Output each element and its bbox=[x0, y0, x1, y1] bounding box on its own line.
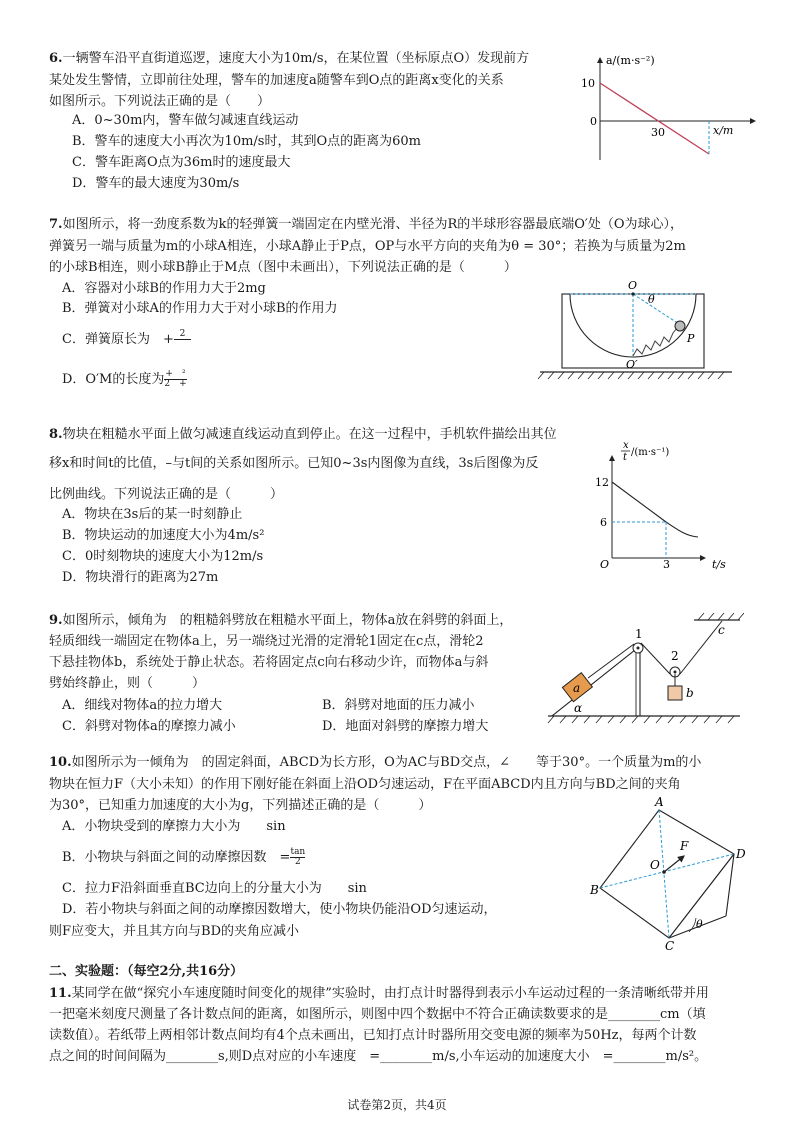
q7-label-theta: θ bbox=[648, 293, 655, 306]
page-footer: 试卷第2页，共4页 bbox=[347, 1098, 447, 1112]
q9-stem-line-4: 劈始终静止，则（ ） bbox=[49, 676, 206, 691]
q6-option-b[interactable]: B．警车的速度大小再次为10m/s时，其到O点的距离为60m bbox=[72, 134, 422, 149]
q9-option-c[interactable]: C．斜劈对物体a的摩擦力减小 bbox=[62, 719, 236, 734]
q10-incline-figure bbox=[586, 792, 746, 952]
q11-number: 11. bbox=[49, 986, 72, 1001]
q10-option-c[interactable]: C．拉力F沿斜面垂直BC边向上的分量大小为 sin bbox=[62, 881, 367, 896]
q10-stem-line-3: 为30°，已知重力加速度的大小为g，下列描述正确的是（ ） bbox=[49, 798, 432, 813]
q7-stem-line-2: 弹簧另一端与质量为m的小球A相连，小球A静止于P点，OP与水平方向的夹角为θ = 30°；若换为与质量为2m bbox=[49, 239, 686, 254]
q7-option-c[interactable]: C．弹簧原长为 + 2 bbox=[62, 330, 191, 349]
q6-stem-line-2: 某处发生警情，立即前往处理，警车的加速度a随警车到O点的距离x变化的关系 bbox=[49, 73, 504, 88]
q8-graph-xtick-3: 3 bbox=[663, 558, 670, 570]
q8-xt-graph bbox=[590, 438, 740, 570]
q6-option-d[interactable]: D．警车的最大速度为30m/s bbox=[72, 176, 240, 191]
q10-stem-line-2: 物块在恒力F（大小未知）的作用下刚好能在斜面上沿OD匀速运动，F在平面ABCD内且方向与BD之间的夹角 bbox=[49, 777, 681, 792]
q10-label-a: A bbox=[655, 795, 664, 809]
q7-option-b[interactable]: B．弹簧对小球A的作用力大于对小球B的作用力 bbox=[62, 301, 338, 316]
q7-stem-line-3: 的小球B相连，则小球B静止于M点（图中未画出），下列说法正确的是（ ） bbox=[49, 260, 517, 275]
q9-pulley-figure bbox=[544, 612, 744, 732]
q6-number: 6. bbox=[49, 51, 63, 66]
q6-a-x-graph bbox=[570, 50, 770, 165]
q10-option-d-line-1[interactable]: D．若小物块与斜面之间的动摩擦因数增大，使小物块仍能沿OD匀速运动， bbox=[62, 902, 497, 917]
q6-graph-ylabel: a/(m·s⁻²) bbox=[606, 54, 655, 67]
q7-stem-line-1: 7.如图所示，将一劲度系数为k的轻弹簧一端固定在内壁光滑、半径为R的半球形容器最底端O′处（O为球心）， bbox=[49, 217, 684, 232]
q9-option-d[interactable]: D．地面对斜劈的摩擦力增大 bbox=[322, 719, 489, 734]
q9-label-pulley-1: 1 bbox=[635, 627, 643, 641]
q10-label-c: C bbox=[665, 939, 675, 952]
q7-number: 7. bbox=[49, 217, 63, 232]
q8-number: 8. bbox=[49, 427, 63, 442]
q8-stem-line-1: 8.物块在粗糙水平面上做匀减速直线运动直到停止。在这一过程中，手机软件描绘出其位 bbox=[49, 427, 557, 442]
q9-stem-line-1: 9.如图所示，倾角为 的粗糙斜劈放在粗糙水平面上，物体a放在斜劈的斜面上， bbox=[49, 613, 513, 628]
q6-graph-xtick: 30 bbox=[651, 126, 665, 139]
q6-graph-xlabel: x/m bbox=[713, 124, 734, 137]
q8-graph-origin: O bbox=[600, 558, 610, 570]
q6-option-a[interactable]: A．0~30m内，警车做匀减速直线运动 bbox=[72, 113, 299, 128]
q10-label-d: D bbox=[736, 847, 746, 861]
q9-option-a[interactable]: A．细线对物体a的拉力增大 bbox=[62, 698, 223, 713]
q9-label-b: b bbox=[686, 686, 694, 700]
q9-label-alpha: α bbox=[574, 701, 583, 715]
q6-stem-line-3: 如图所示。下列说法正确的是（ ） bbox=[49, 94, 271, 109]
section-2-heading: 二、实验题：（每空2分,共16分） bbox=[49, 964, 244, 979]
q11-stem-line-1: 11.某同学在做“探究小车速度随时间变化的规律”实验时，由打点计时器得到表示小车运动过程的一条清晰纸带并用 bbox=[49, 986, 709, 1001]
q8-stem-line-2: 移x和时间t的比值，–与t间的关系如图所示。已知0~3s内图像为直线，3s后图像为反 bbox=[49, 456, 539, 471]
q8-graph-xlabel: t/s bbox=[712, 558, 726, 570]
q10-option-a[interactable]: A．小物块受到的摩擦力大小为 sin bbox=[62, 819, 286, 834]
q9-number: 9. bbox=[49, 613, 63, 628]
q8-option-c[interactable]: C．0时刻物块的速度大小为12m/s bbox=[62, 549, 264, 564]
q7-label-o: O bbox=[628, 279, 638, 292]
q11-stem-line-3: 读数值）。若纸带上两相邻计数点间均有4个点未画出，已知打点计时器所用交变电源的频率为50Hz，每两个计数 bbox=[49, 1028, 697, 1043]
q7-hemisphere-figure bbox=[536, 278, 736, 388]
q8-option-a[interactable]: A．物块在3s后的某一时刻静止 bbox=[62, 507, 243, 522]
q10-stem-line-1: 10.如图所示为一倾角为 的固定斜面，ABCD为长方形，O为AC与BD交点，∠ 等于30°。一个质量为m的小 bbox=[49, 755, 702, 770]
q11-stem-line-2: 一把毫米刻度尺测量了各计数点间的距离，如图所示，则图中四个数据中不符合正确读数要求的是________cm（填 bbox=[49, 1007, 706, 1022]
q7-label-p: P bbox=[687, 332, 695, 345]
q7-option-d[interactable]: D．O′M的长度为 $\frac{\text{+ ²}}{2 +}$ bbox=[62, 369, 187, 389]
q10-number: 10. bbox=[49, 755, 72, 770]
q8-graph-ytick-6: 6 bbox=[600, 516, 607, 529]
q10-label-o: O bbox=[650, 858, 660, 872]
q10-option-d-line-2: 则F应变大，并且其方向与BD的夹角应减小 bbox=[49, 924, 299, 939]
q9-option-b[interactable]: B．斜劈对地面的压力减小 bbox=[322, 698, 475, 713]
q8-option-b[interactable]: B．物块运动的加速度大小为4m/s² bbox=[62, 528, 265, 543]
q8-stem-line-3: 比例曲线。下列说法正确的是（ ） bbox=[49, 487, 284, 502]
q10-label-b: B bbox=[590, 883, 599, 897]
q6-graph-origin: 0 bbox=[590, 115, 597, 128]
q6-option-c[interactable]: C．警车距离O点为36m时的速度最大 bbox=[72, 155, 291, 170]
q6-graph-ytick: 10 bbox=[581, 77, 595, 90]
q10-label-f: F bbox=[680, 839, 689, 853]
q9-label-c: c bbox=[718, 623, 725, 637]
q9-label-a: a bbox=[573, 681, 581, 695]
q8-graph-ylabel-unit: /(m·s⁻¹) bbox=[631, 447, 670, 458]
q6-stem-line-1: 6.一辆警车沿平直街道巡逻，速度大小为10m/s，在某位置（坐标原点O）发现前方 bbox=[49, 51, 530, 66]
q9-stem-line-2: 轻质细线一端固定在物体a上，另一端绕过光滑的定滑轮1固定在c点，滑轮2 bbox=[49, 634, 484, 649]
q9-stem-line-3: 下悬挂物体b，系统处于静止状态。若将固定点c向右移动少许，而物体a与斜 bbox=[49, 655, 489, 670]
q8-graph-ylabel-den: t bbox=[623, 452, 628, 463]
q10-label-theta: θ bbox=[696, 918, 703, 931]
q8-graph-ytick-12: 12 bbox=[595, 476, 609, 489]
q11-stem-line-4: 点之间的时间间隔为________s,则D点对应的小车速度 =________m/s,小车运动的加速度大小 =________m/s²。 bbox=[49, 1049, 708, 1064]
q8-option-d[interactable]: D．物块滑行的距离为27m bbox=[62, 570, 219, 585]
q7-option-a[interactable]: A．容器对小球B的作用力大于2mg bbox=[62, 281, 266, 296]
q9-label-pulley-2: 2 bbox=[671, 649, 679, 663]
q8-graph-ylabel-num: x bbox=[623, 440, 629, 451]
q10-option-b[interactable]: B．小物块与斜面之间的动摩擦因数 = $\frac{\tan}{2}$ bbox=[62, 847, 306, 867]
q7-label-o-prime: O′ bbox=[626, 358, 638, 371]
